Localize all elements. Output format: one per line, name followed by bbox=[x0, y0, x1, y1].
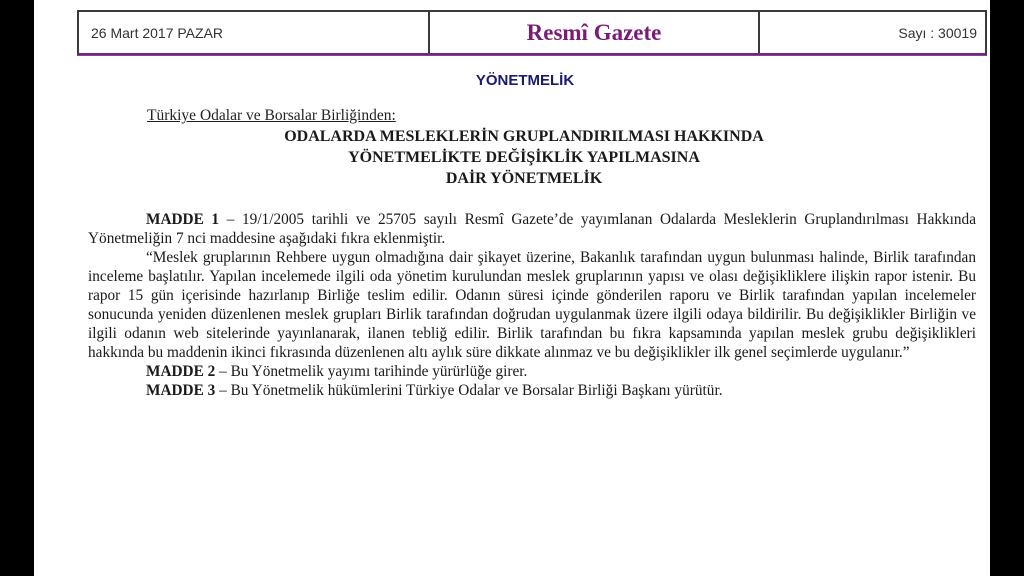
article-text: 19/1/2005 tarihli ve 25705 sayılı Resmî Gazete’de yayımlanan Odalarda Mesleklerin Gruplandırılması Hakkında Yönetmeliğin 7 nci maddesine aşağıdaki fıkra eklenmiştir. bbox=[88, 211, 976, 247]
article-1 bbox=[88, 210, 976, 248]
regulation-title-line-3: DAİR YÖNETMELİK bbox=[445, 170, 603, 187]
masthead bbox=[77, 10, 987, 55]
gazette-page bbox=[34, 0, 990, 576]
regulation-title-line-1: ODALARDA MESLEKLERİN GRUPLANDIRILMASI HAKKINDA bbox=[284, 128, 764, 145]
article-1-quoted-paragraph: “Meslek gruplarının Rehbere uygun olmadığına dair şikayet üzerine, Bakanlık tarafından uygun bulunması halinde, Birlik tarafından inceleme başlatılır. Yapılan incelemede ilgili oda yönetim kurulundan meslek gruplarının yapısı ve olası değişikliklere ilişkin rapor istenir. Bu rapor 15 gün içerisinde hazırlanıp Birliğe teslim edilir. Odanın süresi içinde gönderilen raporu ve Birlik tarafından yapılan incelemeler sonucunda yeniden düzenlenen meslek grupları Birlik tarafından doğrudan uygulanmak üzere ilgili odaya bildirilir. Bu değişiklikler Birliğin ve ilgili odanın web sitelerinde yayınlanarak, ilanen tebliğ edilir. Birlik tarafından bu fıkra kapsamında yapılan meslek grubu değişiklikleri hakkında bu maddenin ikinci fıkrasında düzenlenen altı aylık süre dikkate alınmaz ve bu değişiklikler ilk genel seçimlerde uygulanır.” bbox=[88, 249, 976, 361]
issue-number: Sayı : 30019 bbox=[898, 24, 977, 41]
regulation-title-line-2: YÖNETMELİKTE DEĞİŞİKLİK YAPILMASINA bbox=[348, 149, 700, 166]
article-label: MADDE 2 bbox=[146, 363, 216, 380]
article-dash: – bbox=[219, 211, 243, 228]
regulation-body bbox=[88, 210, 976, 400]
section-title: YÖNETMELİK bbox=[475, 72, 575, 89]
article-label: MADDE 3 bbox=[146, 382, 216, 399]
article-dash: – bbox=[215, 382, 231, 399]
article-3 bbox=[88, 381, 976, 400]
issuing-authority: Türkiye Odalar ve Borsalar Birliğinden: bbox=[147, 107, 396, 124]
gazette-title: Resmî Gazete bbox=[430, 12, 760, 53]
regulation-title bbox=[34, 126, 990, 189]
article-label: MADDE 1 bbox=[146, 211, 220, 228]
article-2 bbox=[88, 362, 976, 381]
article-text: Bu Yönetmelik hükümlerini Türkiye Odalar ve Borsalar Birliği Başkanı yürütür. bbox=[230, 382, 723, 399]
publication-date: 26 Mart 2017 PAZAR bbox=[79, 12, 430, 53]
article-dash: – bbox=[215, 363, 231, 380]
article-text: Bu Yönetmelik yayımı tarihinde yürürlüğe girer. bbox=[230, 363, 528, 380]
